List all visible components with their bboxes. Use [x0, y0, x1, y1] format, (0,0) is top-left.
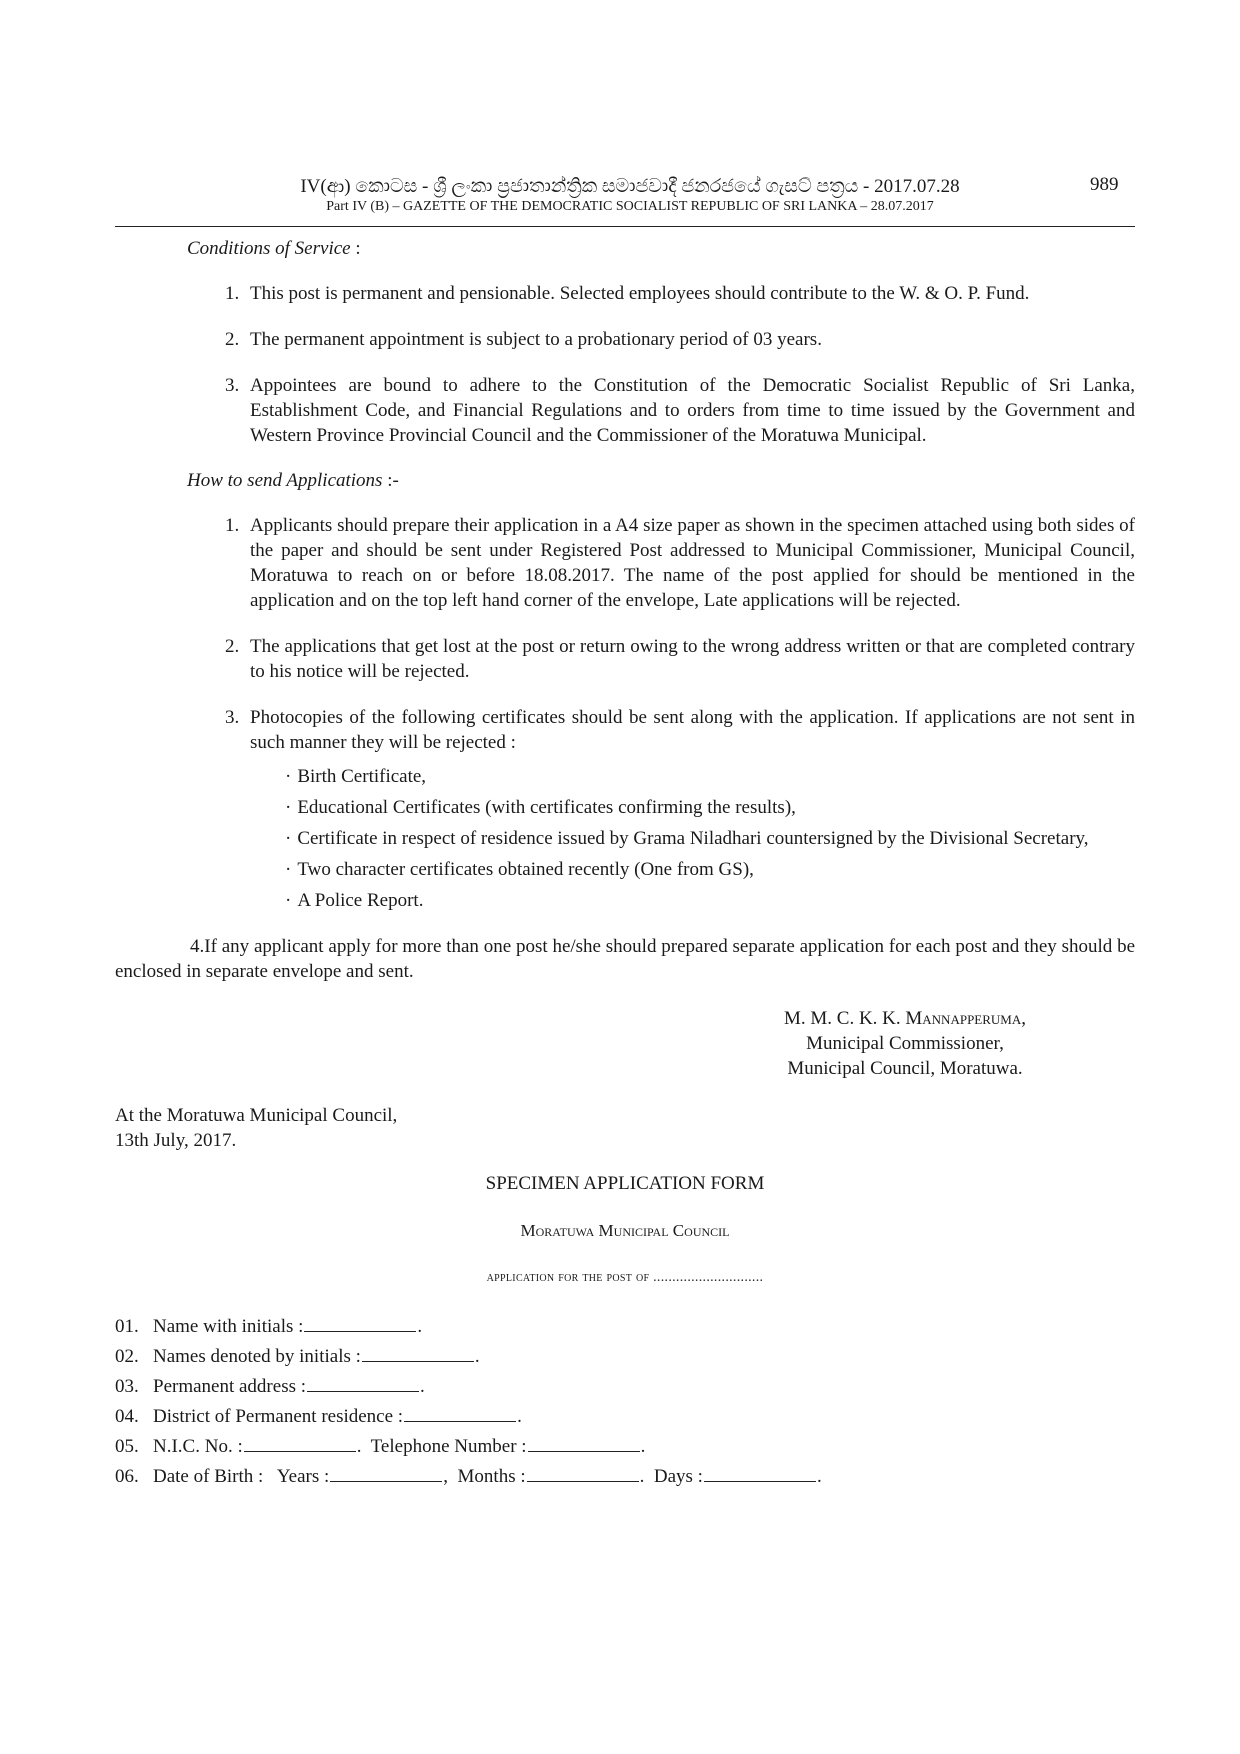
how-to-send-heading: How to send Applications :- — [187, 470, 399, 491]
form-line-6: 06. Date of Birth : Years : , Months : . Days : . — [115, 1466, 822, 1487]
dated-block — [115, 1103, 1135, 1153]
header-sinhala: IV(ආ) කොටස - ශ්‍රී ලංකා ප්‍රජාතාන්ත්‍රික සමාජවාදී ජනරජයේ ගැසට් පත්‍රය - 2017.07.28 — [300, 176, 960, 197]
header-rule — [115, 226, 1135, 227]
list-item: · Educational Certificates (with certificates confirming the results), — [285, 797, 796, 818]
header-english: Part IV (B) – GAZETTE OF THE DEMOCRATIC SOCIALIST REPUBLIC OF SRI LANKA – 28.07.2017 — [326, 199, 934, 214]
condition-item-2: 2. The permanent appointment is subject to a probationary period of 03 years. — [225, 329, 822, 350]
form-line-1: 01. Name with initials : . — [115, 1316, 423, 1337]
application-form-fields — [115, 1312, 1135, 1492]
condition-item-3: 3. Appointees are bound to adhere to the Constitution of the Democratic Socialist Republic of Sri Lanka, Establishment Code, and Financial Regulations and to orders from time to time issued by the Government and Western Province Provincial Council and the Commissioner of the Moratuwa Municipal. — [225, 375, 1135, 446]
list-item: · A Police Report. — [285, 890, 424, 911]
signatory-office: Municipal Council, Moratuwa. — [787, 1058, 1023, 1079]
send-item-2: 2. The applications that get lost at the post or return owing to the wrong address written or that are completed contrary to his notice will be rejected. — [225, 636, 1135, 682]
list-item: · Birth Certificate, — [285, 766, 427, 787]
blank-line — [244, 1437, 356, 1452]
form-title: SPECIMEN APPLICATION FORM — [485, 1173, 765, 1194]
blank-line — [704, 1467, 816, 1482]
form-line-4: 04. District of Permanent residence : . — [115, 1406, 522, 1427]
signature-block — [755, 1006, 1055, 1081]
send-item-3: 3. Photocopies of the following certificates should be sent along with the application. If applications are not sent in such manner they will be rejected : — [225, 707, 1135, 753]
send-item-1: 1. Applicants should prepare their application in a A4 size paper as shown in the specimen attached using both sides of the paper and should be sent under Registered Post addressed to Municipal Commissioner, Municipal Council, Moratuwa to reach on or before 18.08.2017. The name of the post applied for should be mentioned in the application and on the top left hand corner of the envelope, Late applications will be rejected. — [225, 515, 1135, 611]
paragraph-4: 4.If any applicant apply for more than one post he/she should prepared separate application for each post and they should be enclosed in separate envelope and sent. — [115, 936, 1135, 982]
blank-line — [304, 1317, 416, 1332]
signatory-title: Municipal Commissioner, — [806, 1033, 1004, 1054]
condition-item-1: 1. This post is permanent and pensionable. Selected employees should contribute to the W. & O. P. Fund. — [225, 283, 1030, 304]
list-item: · Certificate in respect of residence issued by Grama Niladhari countersigned by the Divisional Secretary, — [285, 828, 1089, 849]
certificate-list — [285, 761, 1135, 916]
dated-place: At the Moratuwa Municipal Council, — [115, 1105, 398, 1126]
dated-date: 13th July, 2017. — [115, 1130, 237, 1151]
blank-line — [307, 1377, 419, 1392]
list-item: · Two character certificates obtained recently (One from GS), — [285, 859, 754, 880]
blank-line — [528, 1437, 640, 1452]
form-line-5: 05. N.I.C. No. : . Telephone Number : . — [115, 1436, 646, 1457]
body-text — [115, 236, 1135, 1492]
form-line-2: 02. Names denoted by initials : . — [115, 1346, 480, 1367]
blank-line — [362, 1347, 474, 1362]
signatory-name: M. M. C. K. K. Mannapperuma, — [783, 1008, 1026, 1029]
blank-line — [330, 1467, 442, 1482]
blank-line — [404, 1407, 516, 1422]
conditions-heading: Conditions of Service : — [187, 238, 361, 259]
council-name: Moratuwa Municipal Council — [520, 1221, 730, 1240]
application-post-line: application for the post of ............................. — [486, 1270, 764, 1285]
blank-line — [527, 1467, 639, 1482]
page-number: 989 — [1090, 174, 1119, 195]
form-line-3: 03. Permanent address : . — [115, 1376, 425, 1397]
